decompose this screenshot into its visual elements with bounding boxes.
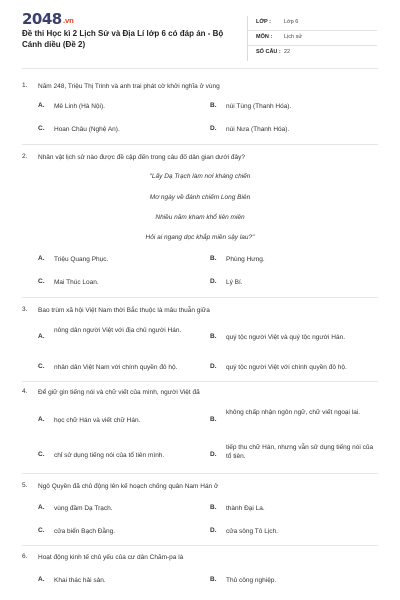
- poem-line: Hỏi ai ngang dọc khắp miền sậy lau?": [145, 234, 255, 241]
- option-a[interactable]: học chữ Hán và viết chữ Hán.: [54, 417, 141, 424]
- option-key: A.: [38, 576, 45, 583]
- question-text: Bao trùm xã hội Việt Nam thời Bắc thuộc là mâu thuẫn giữa: [38, 307, 210, 314]
- option-key: A.: [38, 102, 45, 109]
- meta-label: LỚP :: [256, 19, 271, 25]
- exam-meta-table: [247, 16, 377, 61]
- question-number: 4.: [22, 388, 28, 395]
- option-key: B.: [210, 504, 217, 511]
- option-key: C.: [38, 278, 45, 285]
- option-a[interactable]: nông dân người Việt với địa chủ người Hán.: [54, 327, 182, 334]
- option-c[interactable]: cửa biển Bạch Đằng.: [54, 528, 116, 535]
- divider: [22, 473, 378, 474]
- option-key: C.: [38, 125, 45, 132]
- option-key: A.: [38, 504, 45, 511]
- option-a[interactable]: Khai thác hải sản.: [54, 577, 106, 584]
- divider: [22, 144, 378, 145]
- meta-row-subject: [248, 31, 377, 46]
- option-key: D.: [210, 451, 217, 458]
- question-text: Nhân vật lịch sử nào được đề cập đến trong câu đố dân gian dưới đây?: [38, 154, 245, 161]
- option-key: B.: [210, 102, 217, 109]
- divider: [22, 68, 378, 69]
- option-c[interactable]: chỉ sử dụng tiếng nói của tổ tiên mình.: [54, 452, 165, 459]
- page-title: Đề thi Học kì 2 Lịch Sử và Địa Lí lớp 6 có đáp án - Bộ Cánh diều (Đề 2): [22, 29, 224, 49]
- option-key: B.: [210, 576, 217, 583]
- option-b[interactable]: quý tộc người Việt và quý tộc người Hán.: [226, 334, 346, 341]
- option-d[interactable]: núi Nưa (Thanh Hóa).: [226, 126, 290, 133]
- poem-line: "Lấy Dạ Trạch làm nơi kháng chiến: [149, 173, 251, 180]
- question-number: 6.: [22, 553, 28, 560]
- divider: [22, 545, 378, 546]
- option-d[interactable]: cửa sông Tô Lịch.: [226, 528, 278, 535]
- option-c[interactable]: Hoan Châu (Nghệ An).: [54, 126, 120, 133]
- meta-row-class: [248, 16, 377, 31]
- question-text: Năm 248, Triệu Thị Trinh và anh trai phát cờ khởi nghĩa ở vùng: [38, 83, 220, 90]
- question-number: 2.: [22, 153, 28, 160]
- option-c[interactable]: nhân dân Việt Nam với chính quyền đô hộ.: [54, 364, 178, 371]
- option-d[interactable]: Lý Bí.: [226, 279, 243, 286]
- option-key: D.: [210, 527, 217, 534]
- meta-label: SỐ CÂU :: [256, 49, 281, 55]
- option-key: D.: [210, 278, 217, 285]
- option-d[interactable]: quý tộc người Việt với chính quyền đô hộ.: [226, 364, 347, 371]
- meta-value: Lịch sử: [284, 34, 303, 40]
- option-b[interactable]: Thủ công nghiệp.: [226, 577, 277, 584]
- option-key: D.: [210, 363, 217, 370]
- option-b[interactable]: Phùng Hưng.: [226, 256, 265, 263]
- question-number: 3.: [22, 306, 28, 313]
- question-number: 5.: [22, 482, 28, 489]
- divider: [22, 297, 378, 298]
- option-key: C.: [38, 451, 45, 458]
- option-key: B.: [210, 416, 217, 423]
- option-b[interactable]: thành Đại La.: [226, 505, 265, 512]
- logo-text: 2048: [22, 10, 62, 28]
- option-key: A.: [38, 255, 45, 262]
- option-key: B.: [210, 255, 217, 262]
- option-b[interactable]: không chấp nhận ngôn ngữ, chữ viết ngoại lai.: [226, 409, 361, 416]
- option-a[interactable]: Triệu Quang Phục.: [54, 256, 109, 263]
- site-logo[interactable]: [22, 10, 73, 28]
- option-a[interactable]: Mê Linh (Hà Nội).: [54, 103, 105, 110]
- option-key: D.: [210, 125, 217, 132]
- divider: [22, 381, 378, 382]
- meta-row-count: [248, 46, 377, 61]
- meta-value: 22: [284, 49, 291, 55]
- option-b[interactable]: núi Tùng (Thanh Hóa).: [226, 103, 292, 110]
- option-key: B.: [210, 333, 217, 340]
- option-key: C.: [38, 363, 45, 370]
- page-header: [0, 0, 400, 60]
- question-text: Ngô Quyền đã chủ động lên kế hoạch chống quân Nam Hán ở: [38, 483, 219, 490]
- option-d[interactable]: tiếp thu chữ Hán, nhưng vẫn sử dụng tiếng nói của tổ tiên.: [226, 444, 374, 460]
- meta-value: Lớp 6: [284, 19, 299, 25]
- question-text: Để giữ gìn tiếng nói và chữ viết của mình, người Việt đã: [38, 389, 200, 396]
- option-key: C.: [38, 527, 45, 534]
- logo-tld: .vn: [62, 17, 74, 25]
- option-c[interactable]: Mai Thúc Loan.: [54, 279, 99, 286]
- poem-line: Mơ ngày về đánh chiếm Long Biên: [149, 194, 251, 201]
- question-text: Hoạt động kinh tế chủ yếu của cư dân Chăm-pa là: [38, 554, 184, 561]
- option-a[interactable]: vùng đầm Dạ Trạch.: [54, 505, 113, 512]
- poem-line: Nhiều năm kham khổ liên miên: [155, 214, 245, 221]
- option-key: A.: [38, 333, 45, 340]
- question-number: 1.: [22, 82, 28, 89]
- meta-label: MÔN :: [256, 34, 273, 40]
- option-key: A.: [38, 416, 45, 423]
